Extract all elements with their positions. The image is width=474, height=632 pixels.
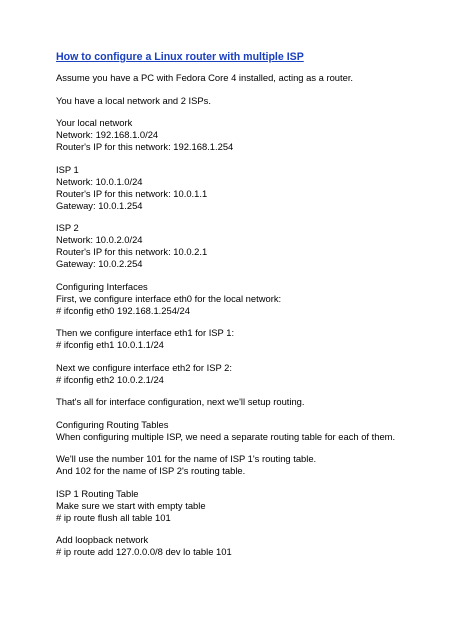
text-line: Configuring Routing Tables: [56, 418, 169, 430]
text-line: Gateway: 10.0.2.254: [56, 258, 143, 269]
document-title[interactable]: How to configure a Linux router with multiple ISP: [56, 51, 304, 63]
text-line: # ip route add 127.0.0.0/8 dev lo table 101: [56, 546, 232, 557]
paragraph: [56, 222, 456, 270]
paragraph: [56, 396, 456, 408]
text-line: Add loopback network: [56, 534, 149, 545]
paragraph: [56, 362, 456, 386]
text-line: ISP 2: [56, 222, 79, 233]
paragraph: [56, 281, 456, 317]
text-line: Assume you have a PC with Fedora Core 4 installed, acting as a router.: [56, 72, 354, 83]
text-line: When configuring multiple ISP, we need a separate routing table for each of them.: [56, 430, 396, 442]
paragraph: [56, 117, 456, 153]
paragraph: [56, 72, 456, 84]
text-line: First, we configure interface eth0 for the local network:: [56, 292, 282, 304]
text-line: That's all for interface configuration, next we'll setup routing.: [56, 396, 305, 407]
paragraph: [56, 453, 456, 477]
text-line: Make sure we start with empty table: [56, 499, 206, 511]
paragraph: [56, 164, 456, 212]
text-line: Your local network: [56, 117, 133, 128]
text-line: Then we configure interface eth1 for ISP 1:: [56, 327, 235, 338]
text-line: And 102 for the name of ISP 2's routing table.: [56, 465, 246, 476]
text-line: Network: 10.0.2.0/24: [56, 234, 143, 245]
document-page: [56, 50, 456, 569]
text-line: # ifconfig eth2 10.0.2.1/24: [56, 373, 164, 385]
paragraph: [56, 327, 456, 351]
text-line: # ip route flush all table 101: [56, 511, 171, 523]
document-body: [56, 72, 456, 558]
text-line: # ifconfig eth1 10.0.1.1/24: [56, 339, 164, 350]
text-line: Network: 10.0.1.0/24: [56, 175, 143, 187]
text-line: Router's IP for this network: 10.0.1.1: [56, 187, 208, 199]
text-line: ISP 1: [56, 163, 79, 175]
text-line: Network: 192.168.1.0/24: [56, 129, 159, 140]
paragraph: [56, 488, 456, 524]
paragraph: [56, 534, 456, 558]
text-line: ISP 1 Routing Table: [56, 487, 139, 499]
text-line: Router's IP for this network: 192.168.1.254: [56, 141, 234, 152]
text-line: Gateway: 10.0.1.254: [56, 199, 143, 211]
paragraph: [56, 95, 456, 107]
paragraph: [56, 419, 456, 443]
text-line: Router's IP for this network: 10.0.2.1: [56, 246, 208, 257]
text-line: Next we configure interface eth2 for ISP 2:: [56, 361, 232, 373]
text-line: Configuring Interfaces: [56, 280, 148, 292]
text-line: You have a local network and 2 ISPs.: [56, 94, 211, 106]
text-line: We'll use the number 101 for the name of ISP 1's routing table.: [56, 453, 317, 464]
text-line: # ifconfig eth0 192.168.1.254/24: [56, 304, 190, 316]
